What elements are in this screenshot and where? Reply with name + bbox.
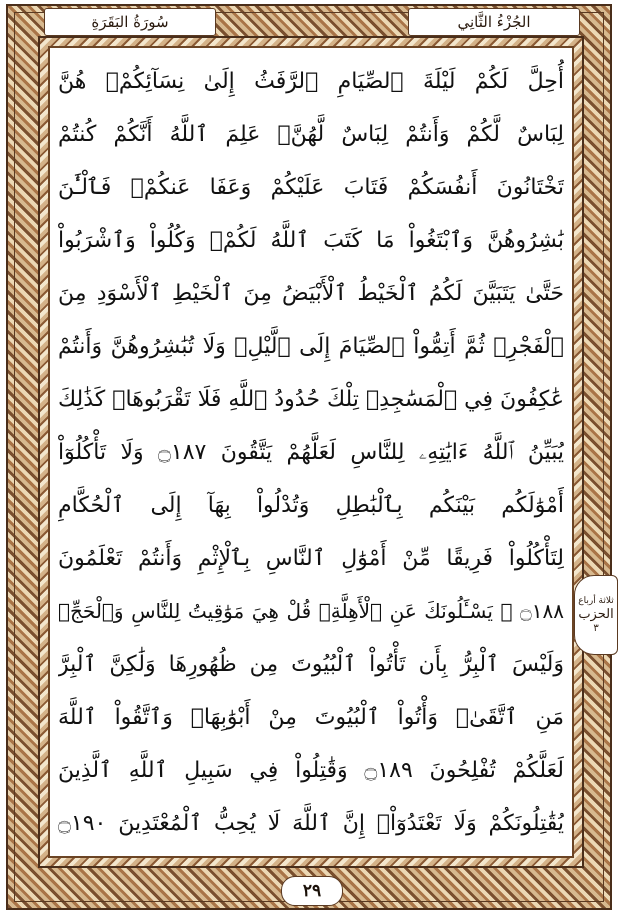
verse-line-9: أَمْوَٰلَكُم بَيْنَكُم بِٱلْبَٰطِلِ وَتُدْلُواْ بِهَآ إِلَى ٱلْحُكَّامِ [58,492,564,518]
hizb-quarter-label: ثلاثة أرباع [578,595,614,606]
verse-line-8: يُبَيِّنُ ٱللَّهُ ءَايَٰتِهِۦ لِلنَّاسِ لَعَلَّهُمْ يَتَّقُونَ ۝١٨٧ وَلَا تَأْكُلُوٓاْ [58,439,564,465]
verse-line-4: بَٰشِرُوهُنَّ وَٱبْتَغُواْ مَا كَتَبَ ٱللَّهُ لَكُمْۚ وَكُلُواْ وَٱشْرَبُواْ [58,227,564,253]
verse-line-1: أُحِلَّ لَكُمْ لَيْلَةَ ٱلصِّيَامِ ٱلرَّفَثُ إِلَىٰ نِسَآئِكُمْۚ هُنَّ [58,68,564,94]
verse-line-6: ٱلْفَجْرِۖ ثُمَّ أَتِمُّواْ ٱلصِّيَامَ إِلَى ٱلَّيْلِۚ وَلَا تُبَٰشِرُوهُنَّ وَأَنتُمْ [58,333,564,359]
verse-lines [58,56,564,856]
juz-title: الجُزْءُ الثَّانِي [408,8,580,36]
verse-line-15: يُقَٰتِلُونَكُمْ وَلَا تَعْتَدُوٓاْۚ إِنَّ ٱللَّهَ لَا يُحِبُّ ٱلْمُعْتَدِينَ ۝١٩٠ [58,810,564,836]
verse-line-10: لِتَأْكُلُواْ فَرِيقًا مِّنْ أَمْوَٰلِ ٱلنَّاسِ بِٱلْإِثْمِ وَأَنتُمْ تَعْلَمُونَ [58,545,564,571]
surah-title: سُورَةُ البَقَرَةِ [44,8,216,36]
hizb-marker [574,575,618,655]
verse-line-5: حَتَّىٰ يَتَبَيَّنَ لَكُمُ ٱلْخَيْطُ ٱلْأَبْيَضُ مِنَ ٱلْخَيْطِ ٱلْأَسْوَدِ مِنَ [58,280,564,306]
page-number: ٢٩ [281,876,343,906]
verse-line-7: عَٰكِفُونَ فِي ٱلْمَسَٰجِدِۗ تِلْكَ حُدُودُ ٱللَّهِ فَلَا تَقْرَبُوهَاۗ كَذَٰلِكَ [58,386,564,412]
hizb-label: الحزب [578,606,614,622]
verse-line-11: ۝١٨٨ ۞ يَسْـَٔلُونَكَ عَنِ ٱلْأَهِلَّةِۖ قُلْ هِيَ مَوَٰقِيتُ لِلنَّاسِ وَٱلْحَجِّۗ [58,599,564,623]
verse-line-3: تَخْتَانُونَ أَنفُسَكُمْ فَتَابَ عَلَيْكُمْ وَعَفَا عَنكُمْۖ فَٱلْـَٰٔنَ [58,174,564,200]
verse-line-14: لَعَلَّكُمْ تُفْلِحُونَ ۝١٨٩ وَقَٰتِلُواْ فِي سَبِيلِ ٱللَّهِ ٱلَّذِينَ [58,757,564,783]
verse-line-12: وَلَيْسَ ٱلْبِرُّ بِأَن تَأْتُواْ ٱلْبُيُوتَ مِن ظُهُورِهَا وَلَٰكِنَّ ٱلْبِرَّ [58,651,564,677]
hizb-number: ٣ [593,622,599,634]
verse-line-2: لِبَاسٌ لَّكُمْ وَأَنتُمْ لِبَاسٌ لَّهُنَّۗ عَلِمَ ٱللَّهُ أَنَّكُمْ كُنتُمْ [58,121,564,147]
verse-line-13: مَنِ ٱتَّقَىٰۗ وَأْتُواْ ٱلْبُيُوتَ مِنْ أَبْوَٰبِهَاۚ وَٱتَّقُواْ ٱللَّهَ [58,704,564,730]
